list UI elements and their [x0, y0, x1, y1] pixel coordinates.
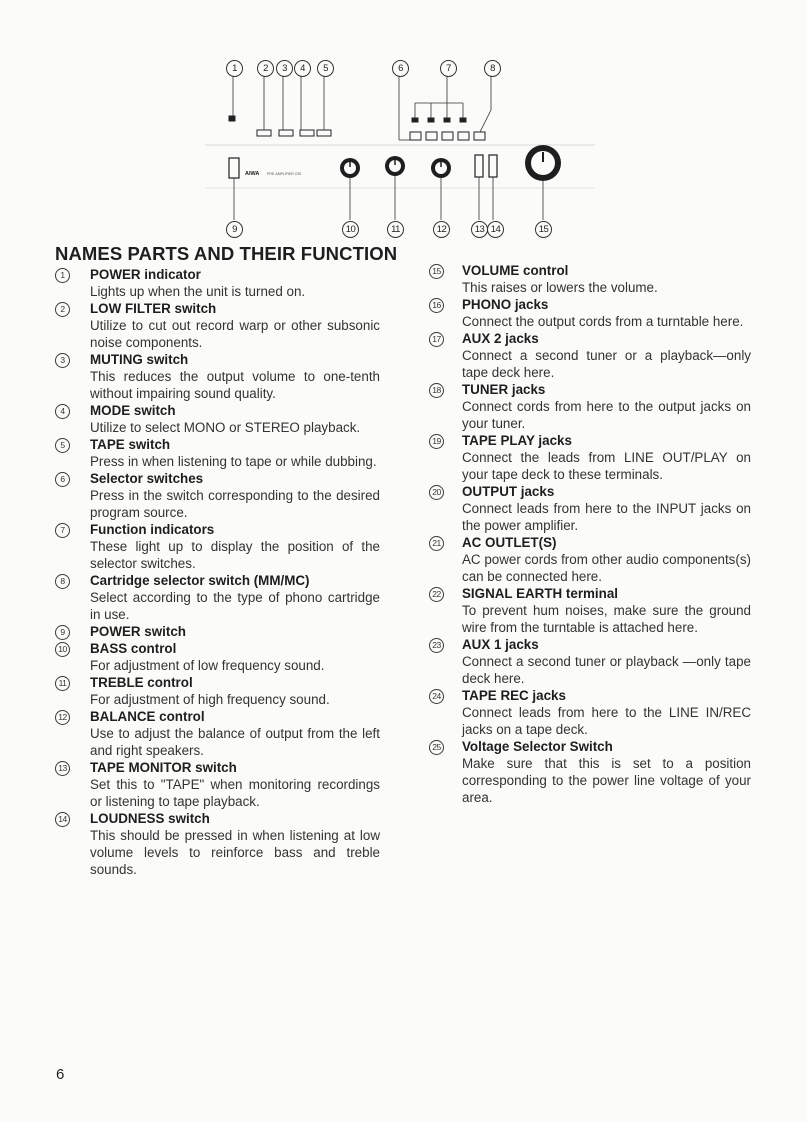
- part-title: TAPE REC jacks: [462, 688, 566, 703]
- part-item: [55, 521, 380, 572]
- part-title: TREBLE control: [90, 675, 193, 690]
- part-description: Lights up when the unit is turned on.: [90, 284, 306, 299]
- part-title: PHONO jacks: [462, 297, 549, 312]
- part-item: [55, 674, 380, 708]
- part-description: AC power cords from other audio components(s) can be connected here.: [462, 552, 751, 584]
- part-description: For adjustment of low frequency sound.: [90, 658, 325, 673]
- callout-14: 14: [487, 221, 504, 238]
- part-item: [55, 572, 380, 623]
- part-title: POWER switch: [90, 624, 186, 639]
- brand-text: AIWA: [245, 171, 260, 177]
- part-title: BALANCE control: [90, 709, 205, 724]
- part-title: OUTPUT jacks: [462, 484, 555, 499]
- part-item: [429, 262, 751, 296]
- part-item: [429, 432, 751, 483]
- part-description: To prevent hum noises, make sure the ground wire from the turntable is attached here.: [462, 603, 751, 635]
- panel-strip: [205, 145, 595, 188]
- callout-9: 9: [226, 221, 243, 238]
- part-item: [55, 708, 380, 759]
- part-title: AUX 2 jacks: [462, 331, 539, 346]
- part-description: Press in the switch corresponding to the desired program source.: [90, 488, 380, 520]
- page-number: 6: [56, 1066, 65, 1083]
- selector-switch-1: [410, 132, 421, 140]
- part-title: Function indicators: [90, 522, 215, 537]
- part-title: Cartridge selector switch (MM/MC): [90, 573, 310, 588]
- part-description: Connect the output cords from a turntable here.: [462, 314, 744, 329]
- callout-6: 6: [392, 60, 409, 77]
- part-number-badge: 4: [55, 404, 70, 419]
- callout-7: 7: [440, 60, 457, 77]
- part-item: [429, 296, 751, 330]
- part-item: [55, 402, 380, 436]
- part-description: This raises or lowers the volume.: [462, 280, 658, 295]
- muting-switch-shape: [279, 130, 293, 136]
- part-number-badge: 14: [55, 812, 70, 827]
- callout-5: 5: [317, 60, 334, 77]
- part-title: MUTING switch: [90, 352, 189, 367]
- treble-knob-shape: [385, 156, 405, 176]
- part-number-badge: 21: [429, 536, 444, 551]
- part-number-badge: 7: [55, 523, 70, 538]
- part-description: For adjustment of high frequency sound.: [90, 692, 330, 707]
- mode-switch-shape: [300, 130, 314, 136]
- part-number-badge: 18: [429, 383, 444, 398]
- part-description: This should be pressed in when listening at low volume levels to reinforce bass and treble sounds.: [90, 828, 380, 877]
- selector-switch-3: [442, 132, 453, 140]
- part-description: Connect leads from here to the LINE IN/REC jacks on a tape deck.: [462, 705, 751, 737]
- low-filter-switch-shape: [257, 130, 271, 136]
- part-item: [429, 636, 751, 687]
- part-item: [55, 759, 380, 810]
- volume-knob-shape: [525, 145, 561, 181]
- part-description: Press in when listening to tape or while dubbing.: [90, 454, 377, 469]
- part-title: LOW FILTER switch: [90, 301, 217, 316]
- part-number-badge: 19: [429, 434, 444, 449]
- balance-knob-shape: [431, 158, 451, 178]
- selector-switch-2: [426, 132, 437, 140]
- part-number-badge: 10: [55, 642, 70, 657]
- part-item: [429, 534, 751, 585]
- part-number-badge: 20: [429, 485, 444, 500]
- front-panel-drawing: [205, 48, 595, 248]
- part-description: Connect a second tuner or a playback—only tape deck here.: [462, 348, 751, 380]
- callout-1: 1: [226, 60, 243, 77]
- part-title: Selector switches: [90, 471, 204, 486]
- parts-list-left: [55, 266, 380, 878]
- part-description: Connect leads from here to the INPUT jacks on the power amplifier.: [462, 501, 751, 533]
- part-item: [55, 640, 380, 674]
- part-description: Select according to the type of phono cartridge in use.: [90, 590, 380, 622]
- part-item: [55, 470, 380, 521]
- callout-3: 3: [276, 60, 293, 77]
- part-title: TAPE switch: [90, 437, 171, 452]
- part-title: TUNER jacks: [462, 382, 546, 397]
- callout-8: 8: [484, 60, 501, 77]
- part-number-badge: 2: [55, 302, 70, 317]
- part-title: TAPE MONITOR switch: [90, 760, 237, 775]
- part-number-badge: 1: [55, 268, 70, 283]
- part-title: AUX 1 jacks: [462, 637, 539, 652]
- part-number-badge: 22: [429, 587, 444, 602]
- callout-4: 4: [294, 60, 311, 77]
- part-number-badge: 13: [55, 761, 70, 776]
- part-description: Set this to "TAPE" when monitoring recordings or listening to tape playback.: [90, 777, 380, 809]
- part-item: [429, 687, 751, 738]
- part-description: Connect cords from here to the output jacks on your tuner.: [462, 399, 751, 431]
- part-title: AC OUTLET(S): [462, 535, 557, 550]
- power-indicator-lamp: [229, 116, 235, 121]
- part-title: VOLUME control: [462, 263, 569, 278]
- part-number-badge: 8: [55, 574, 70, 589]
- part-number-badge: 12: [55, 710, 70, 725]
- part-title: LOUDNESS switch: [90, 811, 210, 826]
- model-text: PRE-AMPLIFIER C50: [267, 172, 302, 176]
- tape-monitor-switch-shape: [475, 155, 483, 177]
- part-title: BASS control: [90, 641, 177, 656]
- part-item: [55, 300, 380, 351]
- part-title: Voltage Selector Switch: [462, 739, 613, 754]
- part-number-badge: 6: [55, 472, 70, 487]
- callout-15: 15: [535, 221, 552, 238]
- part-description: These light up to display the position of the selector switches.: [90, 539, 380, 571]
- part-item: [429, 738, 751, 806]
- part-description: Utilize to select MONO or STEREO playback.: [90, 420, 361, 435]
- part-number-badge: 15: [429, 264, 444, 279]
- part-description: Utilize to cut out record warp or other subsonic noise components.: [90, 318, 380, 350]
- parts-list-right: [429, 262, 751, 806]
- part-title: SIGNAL EARTH terminal: [462, 586, 618, 601]
- callout-13: 13: [471, 221, 488, 238]
- part-item: [55, 266, 380, 300]
- part-item: [55, 810, 380, 878]
- part-number-badge: 25: [429, 740, 444, 755]
- top-switch-row: [229, 116, 485, 140]
- power-switch-shape: [229, 158, 239, 178]
- part-item: [55, 623, 380, 640]
- part-number-badge: 5: [55, 438, 70, 453]
- part-description: Make sure that this is set to a position corresponding to the power line voltage of your area.: [462, 756, 751, 805]
- part-description: Connect the leads from LINE OUT/PLAY on your tape deck to these terminals.: [462, 450, 751, 482]
- part-number-badge: 11: [55, 676, 70, 691]
- section-heading: NAMES PARTS AND THEIR FUNCTION: [55, 243, 398, 264]
- tape-switch-shape: [317, 130, 331, 136]
- part-number-badge: 3: [55, 353, 70, 368]
- selector-switch-4: [458, 132, 469, 140]
- part-item: [429, 585, 751, 636]
- part-number-badge: 17: [429, 332, 444, 347]
- part-number-badge: 23: [429, 638, 444, 653]
- part-item: [55, 351, 380, 402]
- part-description: Connect a second tuner or playback —only tape deck here.: [462, 654, 751, 686]
- part-description: This reduces the output volume to one-tenth without impairing sound quality.: [90, 369, 380, 401]
- part-title: TAPE PLAY jacks: [462, 433, 572, 448]
- callout-11: 11: [387, 221, 404, 238]
- part-item: [55, 436, 380, 470]
- bass-knob-shape: [340, 158, 360, 178]
- part-description: Use to adjust the balance of output from the left and right speakers.: [90, 726, 380, 758]
- callout-2: 2: [257, 60, 274, 77]
- part-title: MODE switch: [90, 403, 176, 418]
- callout-10: 10: [342, 221, 359, 238]
- front-panel-figure: [205, 48, 595, 248]
- part-number-badge: 9: [55, 625, 70, 640]
- cartridge-switch-shape: [474, 132, 485, 140]
- loudness-switch-shape: [489, 155, 497, 177]
- part-item: [429, 381, 751, 432]
- part-item: [429, 483, 751, 534]
- part-item: [429, 330, 751, 381]
- part-number-badge: 16: [429, 298, 444, 313]
- callout-12: 12: [433, 221, 450, 238]
- part-number-badge: 24: [429, 689, 444, 704]
- part-title: POWER indicator: [90, 267, 201, 282]
